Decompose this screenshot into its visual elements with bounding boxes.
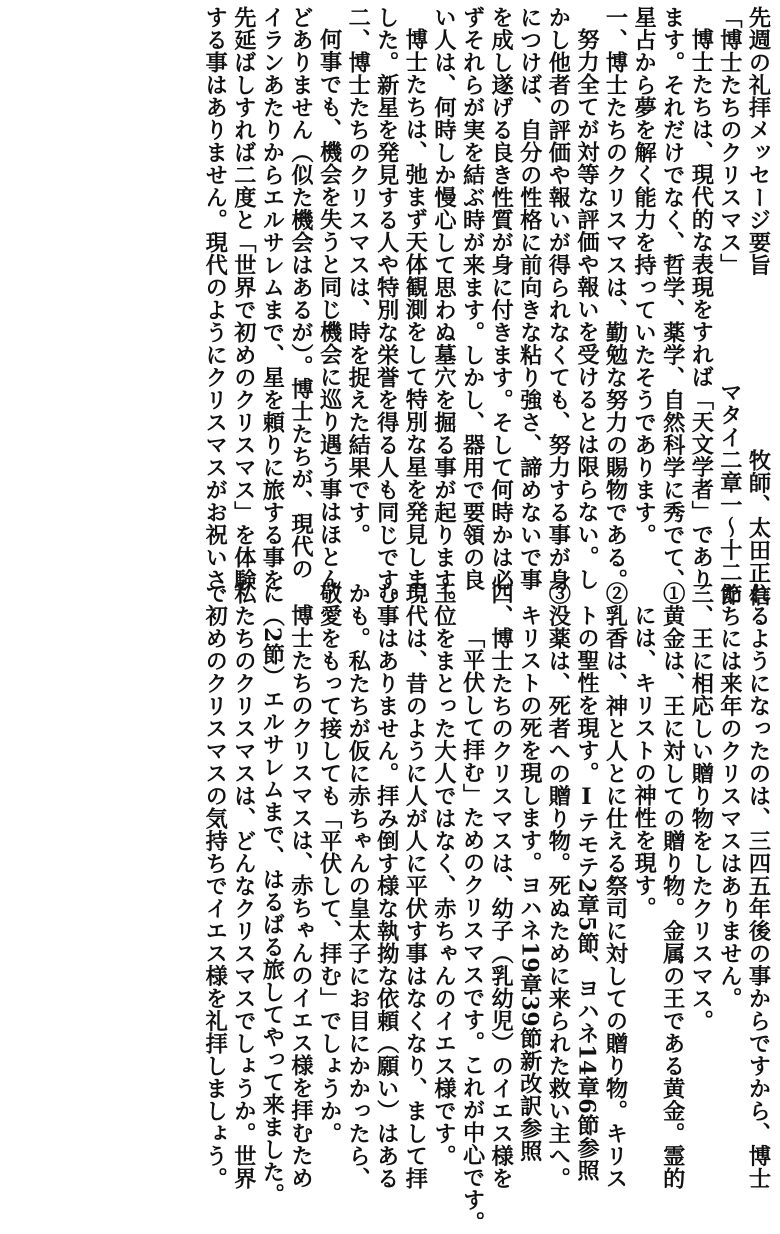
text-line: い人は、何時しか慢心して思わぬ墓穴を掘る事が起ります。 [430,6,457,614]
text-line: キリストの死を現します。ヨハネ19章39節新改訳参照 [516,604,543,1162]
text-line: ずそれらが実を結ぶ時が来ます。しかし、器用で要領の良 [459,6,486,591]
section-heading: 一、博士たちのクリスマスは、勤勉な努力の賜物である。 [602,6,629,591]
text-line: トの聖性を現す。Ⅰテモテ2章5節、ヨハネ14章6節参照 [573,604,600,1182]
text-line: どありません（似た機会はあるが）。博士たちが、現代の [287,6,314,580]
list-item: ②乳香は、神と人とに仕える祭司に対しての贈り物。キリス [602,582,629,1190]
list-item: ①黄金は、王に対しての贈り物。金属の王である黄金。霊的 [659,582,686,1190]
upper-text-block [200,6,772,614]
text-line: かし他者の評価や報いが得られなくても、努力する事が身 [544,6,571,591]
text-line: につけば、自分の性格に前向きな粘り強さ、諦めないで事 [516,6,543,591]
text-line: 努力全てが対等な評価や報いを受けるとは限らない。し [573,28,600,591]
text-line: 博士たちは、弛まず天体観測をして特別な星を発見しま [401,28,428,591]
title-line [715,6,744,606]
section-heading: 四、博士たちのクリスマスは、幼子（乳幼児）のイエス様を [487,582,514,1190]
text-line: 現代は、昔のように人が人に平伏す事はなくなり、まして拝 [401,582,428,1190]
text-line: れるようになったのは、三四五年後の事からですから、博士 [745,582,771,1190]
text-line: たちには来年のクリスマスはありません。 [716,582,743,1010]
author-signature: 牧師、太田正信 [745,448,771,606]
scripture-reference: マタイ二章一～十二節 [716,381,743,606]
text-line: む事はありません。拝み倒す様な執拗な依頼（願い）はある [373,582,400,1190]
text-line: する事はありません。現代のようにクリスマスがお祝いさ [201,6,228,591]
section-heading: 二、博士たちのクリスマスは、時を捉えた結果です。 [344,6,371,546]
text-line: 「平伏して拝む」ためのクリスマスです。これが中心です。 [459,626,486,1234]
text-line: を成し遂げる良き性質が身に付きます。そして何時かは必 [487,6,514,591]
text-line: 王位をまとった大人ではなく、赤ちゃんのイエス様です。 [430,582,457,1167]
text-line: 何事でも、機会を失うと同じ機会に巡り遇う事はほとん [316,28,343,591]
text-line: 私たちのクリスマスは、どんなクリスマスでしょうか。世界 [230,582,257,1190]
section-heading: 三、王に相応しい贈り物をしたクリスマス。 [687,582,714,1032]
sermon-title: 「博士たちのクリスマス」 [716,6,743,276]
text-line: 博士たちは、現代的な表現をすれば「天文学者」であり [687,28,714,591]
list-item: ③没薬は、死者への贈り物。死ぬために来られた救い主へ。 [544,582,571,1190]
message-heading: 先週の礼拝メッセージ要旨 [745,6,771,276]
text-line: かも。私たちが仮に赤ちゃんの皇太子にお目にかかったら、 [344,582,371,1190]
text-line: ます。それだけでなく、哲学、薬学、自然科学に秀でて、 [659,6,686,591]
text-line: 敬愛をもって接しても「平伏して、拝む」でしょうか。 [316,582,343,1145]
text-line: には、キリストの神性を現す。 [630,604,657,919]
text-line: 博士たちのクリスマスは、赤ちゃんのイエス様を拝むため [287,604,314,1189]
text-line: した。新星を発見する人や特別な栄誉を得る人も同じです。 [373,6,400,614]
text-line: 先延ばしすれば二度と「世界で初めのクリスマス」を体験 [230,6,257,591]
lower-text-block [200,582,772,1234]
text-line: イランあたりからエルサレムまで、星を頼りに旅する事を [258,6,285,591]
text-line: で初めのクリスマスの気持ちでイエス様を礼拝しましょう。 [201,582,228,1190]
text-line: 星占から夢を解く能力を持っていたそうであります。 [630,6,657,546]
text-line: に（2節）エルサレムまで、はるばる旅してやって来ました。 [258,582,285,1206]
heading-line [743,6,772,606]
